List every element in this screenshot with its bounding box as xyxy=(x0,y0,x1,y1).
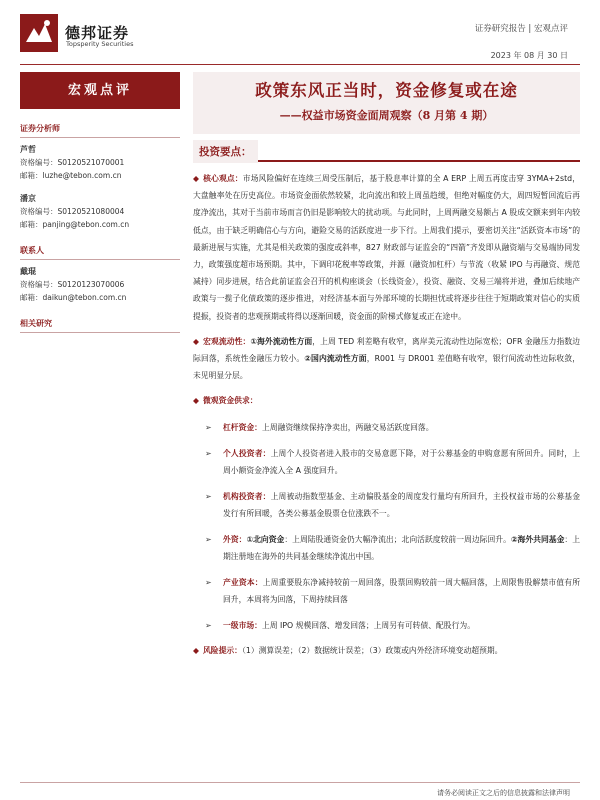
funds-item-label: 产业资本： xyxy=(223,577,263,587)
funds-item xyxy=(193,488,580,522)
category-box: 宏观点评 xyxy=(20,72,180,109)
liquidity-domestic-label: ②国内流动性方面 xyxy=(304,354,367,364)
funds-item-text: 上周 IPO 规模回落、增发回落；上周另有可转债、配股行为。 xyxy=(261,620,475,630)
funds-item-label: 个人投资者： xyxy=(223,448,271,458)
arrow-bullet-icon: ➢ xyxy=(205,422,212,432)
liquidity-overseas-text: ，上周 TED 利差略有收窄，离岸美元流动性边际宽松；OFR 金融压力指数边际回落，系统性金融压力较小。 xyxy=(193,336,581,364)
contact-cert: 资格编号：S0120123070006 xyxy=(20,280,125,289)
contacts-section xyxy=(20,245,180,304)
title-box xyxy=(193,72,580,134)
analyst-card xyxy=(20,143,180,182)
liquidity-overseas-label: ①海外流动性方面 xyxy=(250,336,313,346)
brand-name: 德邦证券 xyxy=(65,24,130,42)
risk-paragraph xyxy=(193,642,580,659)
sidebar xyxy=(20,72,180,338)
main-content xyxy=(193,72,580,659)
analyst-card xyxy=(20,192,180,231)
arrow-bullet-icon: ➢ xyxy=(205,577,212,587)
arrow-bullet-icon: ➢ xyxy=(205,448,212,458)
funds-item-text: 上周融资继续保持净卖出，两融交易活跃度回落。 xyxy=(261,422,434,432)
analyst-cert: 资格编号：S0120521070001 xyxy=(20,158,125,167)
contact-name: 戴琨 xyxy=(20,267,36,276)
analyst-email[interactable]: 邮箱：panjing@tebon.com.cn xyxy=(20,220,130,229)
funds-item-text: 上周被动指数型基金、主动偏股基金的周度发行量均有所回升，主投权益市场的公募基金发行有所回暖，各类公募基金股票仓位涨跌不一。 xyxy=(223,491,581,518)
brand-name-en: Topsperity Securities xyxy=(66,40,134,48)
funds-item-text: 上周个人投资者进入股市的交易意愿下降，对于公募基金的申购意愿有所回升。同时，上周小额资金净流入全 A 强度回升。 xyxy=(223,448,581,475)
analysts-section xyxy=(20,123,180,231)
risk-text: （1）测算误差；（2）数据统计误差；（3）政策或内外经济环境变动超预期。 xyxy=(241,645,503,655)
funds-item xyxy=(193,419,580,436)
report-type: 证券研究报告 | 宏观点评 xyxy=(474,24,568,34)
bullet-icon: ◆ xyxy=(193,645,199,655)
related-heading: 相关研究 xyxy=(20,318,180,333)
funds-item xyxy=(193,574,580,608)
liquidity-domestic-text: ，R001 与 DR001 差值略有收窄，银行间流动性边际收敛，未见明显分层。 xyxy=(193,354,580,381)
analyst-email[interactable]: 邮箱：luzhe@tebon.com.cn xyxy=(20,171,122,180)
bullet-icon: ◆ xyxy=(193,336,200,346)
funds-item xyxy=(193,445,580,479)
funds-item-label: 外资： xyxy=(223,534,247,544)
analyst-name: 芦哲 xyxy=(20,145,36,154)
contact-card xyxy=(20,265,180,304)
liquidity-paragraph xyxy=(193,333,580,385)
northbound-text: ：上周陆股通资金仍大幅净流出；北向活跃度较前一周边际回升。 xyxy=(284,534,511,544)
overseas-fund-label: ②海外共同基金 xyxy=(510,534,565,544)
overseas-fund-text: ：上期注册地在海外的共同基金继续净流出中国。 xyxy=(223,534,581,561)
funds-item xyxy=(193,531,580,565)
footer-divider xyxy=(20,782,580,783)
arrow-bullet-icon: ➢ xyxy=(205,491,212,501)
report-header xyxy=(0,0,600,66)
report-title: 政策东风正当时，资金修复或在途 xyxy=(255,81,518,100)
arrow-bullet-icon: ➢ xyxy=(205,620,212,630)
contacts-heading: 联系人 xyxy=(20,245,180,260)
bullet-icon: ◆ xyxy=(193,396,199,406)
funds-item xyxy=(193,617,580,634)
report-date: 2023 年 08 月 30 日 xyxy=(490,51,568,60)
core-view-paragraph xyxy=(193,170,580,325)
key-points-heading-bar xyxy=(193,140,580,162)
northbound-label: ①北向资金 xyxy=(246,534,285,544)
header-divider xyxy=(20,64,580,65)
core-view-text: 市场风险偏好在连续三周受压制后，基于股息率计算的全 A ERP 上周五再度击穿 3YMA+2std，大盘触率处在历史高位。市场资金面依然较紧，北向流出和较上周虽趋缓，但绝对幅度仍大，周四短暂回流后再度净流出，其对于当前市场而言仍旧是影响较大的扰动项。与此同时，上周两融交易额占 A 股成交额来到年内较低点，由于缺乏明确信心与方向，避险交易的活跃度进一步下行。上周我们提示，要密切关注“活跃资本市场”的最新进展与实施，尤其是相关政策的强度或斜率，827 财政部与证监会的“四箭”齐发即从融资端与交易端协同发力，政策强度超市场预期。其中，下调印花税率等政策，并源（融资加杠杆）与节流（收紧 IPO 与再融资、规范减持）同步进展，结合此前证监会召开的机构座谈会（长线资金），投资、融资、交易三端将并进，叠加后续地产政策与一揽子化债政策的逐步推进，对经济基本面与外部环境的长期担忧或将逐步往往于短期政策对信心的实质提振，投资者的悲观预期或将得以逐渐回暖，资金面的阶梯式修复或正在途中。 xyxy=(193,174,581,321)
report-subtitle: ——权益市场资金面周观察（8 月第 4 期） xyxy=(279,109,494,122)
footer-disclaimer: 请务必阅读正文之后的信息披露和法律声明 xyxy=(437,789,570,797)
analysts-heading: 证券分析师 xyxy=(20,123,180,138)
funds-item-label: 一级市场： xyxy=(223,620,262,630)
arrow-bullet-icon: ➢ xyxy=(205,534,212,544)
related-section xyxy=(20,318,180,333)
analyst-name: 潘京 xyxy=(20,194,36,203)
liquidity-label: 宏观流动性： xyxy=(203,336,251,346)
brand-logo-icon xyxy=(20,14,58,52)
key-points-heading: 投资要点： xyxy=(193,140,258,163)
funds-item-label: 机构投资者： xyxy=(223,491,271,501)
funds-item-text: 上周重要股东净减持较前一周回落，股票回购较前一周大幅回落，上周限售股解禁市值有所回升，本周将为回落，下周持续回落 xyxy=(223,577,581,604)
bullet-icon: ◆ xyxy=(193,174,200,183)
contact-email[interactable]: 邮箱：daikun@tebon.com.cn xyxy=(20,293,127,302)
funds-label: 微观资金供求： xyxy=(203,396,258,406)
funds-item-label: 杠杆资金： xyxy=(223,422,262,432)
risk-label: 风险提示： xyxy=(203,645,242,655)
funds-paragraph xyxy=(193,392,580,409)
core-view-label: 核心观点： xyxy=(203,174,243,183)
analyst-cert: 资格编号：S0120521080004 xyxy=(20,207,125,216)
